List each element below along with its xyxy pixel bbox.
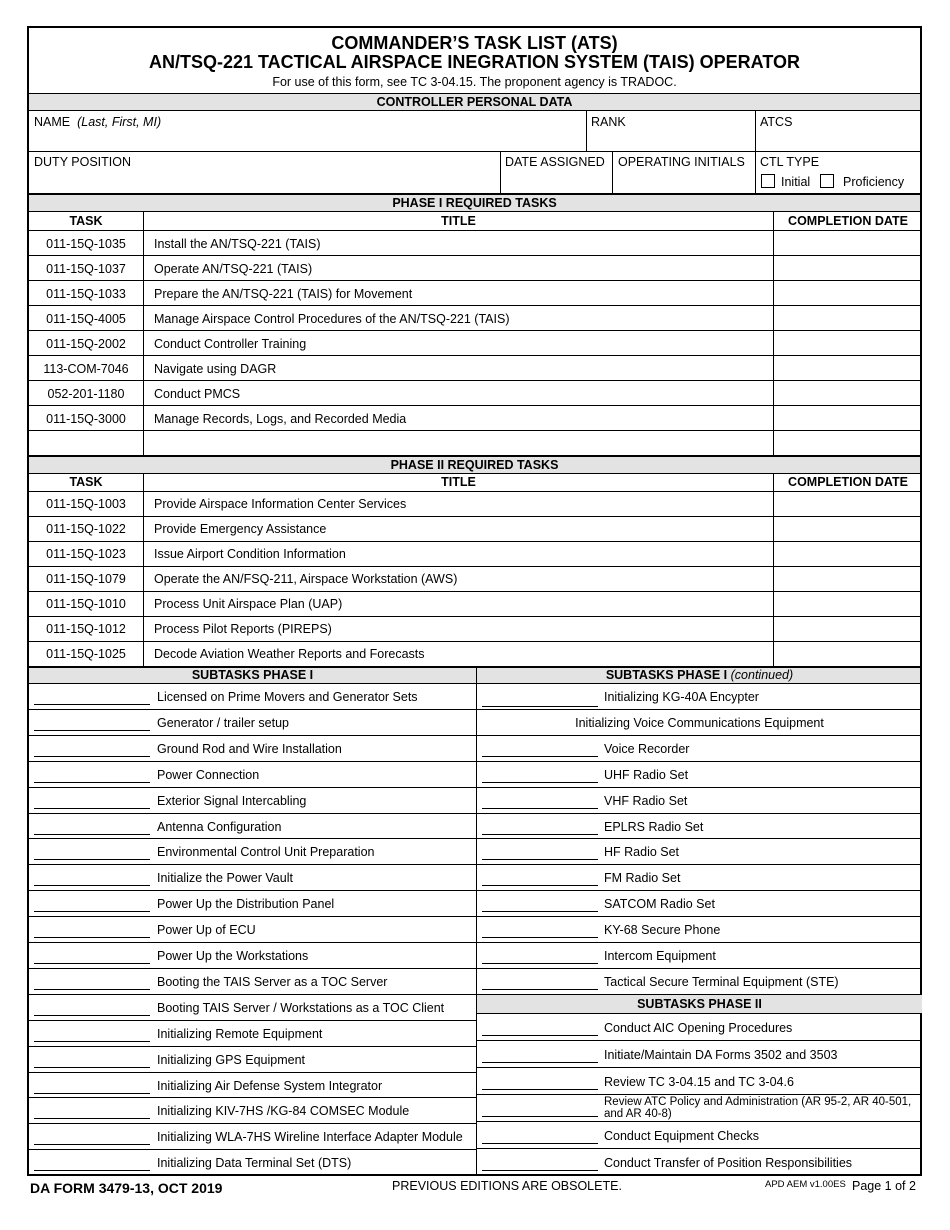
subtask-item: Initialize the Power Vault xyxy=(157,871,293,885)
completion-date-field[interactable] xyxy=(774,617,922,641)
completion-date-field[interactable] xyxy=(774,381,922,405)
completion-date-field[interactable] xyxy=(774,492,922,516)
subtask-item: Power Up the Distribution Panel xyxy=(157,897,335,911)
task-title: Provide Airspace Information Center Services xyxy=(154,497,407,511)
task-code: 011-15Q-3000 xyxy=(46,412,126,426)
subtasks-phase2-heading: SUBTASKS PHASE II xyxy=(637,997,762,1011)
initials-blank[interactable] xyxy=(34,730,150,731)
subtask-item: Conduct Equipment Checks xyxy=(604,1129,759,1143)
subtask-item: Ground Rod and Wire Installation xyxy=(157,742,342,756)
name-label: NAME xyxy=(34,115,71,129)
row-divider xyxy=(29,709,476,710)
completion-date-field[interactable] xyxy=(774,517,922,541)
initials-blank[interactable] xyxy=(482,1170,598,1171)
row-divider xyxy=(477,735,922,736)
initials-blank[interactable] xyxy=(482,859,598,860)
row-divider xyxy=(29,838,476,839)
row-divider xyxy=(477,1148,922,1149)
duty-position-label: DUTY POSITION xyxy=(34,155,132,169)
initials-blank[interactable] xyxy=(482,756,598,757)
rank-field[interactable] xyxy=(587,111,755,151)
subtask-item: FM Radio Set xyxy=(604,871,681,885)
subtask-item: Initializing Air Defense System Integrator xyxy=(157,1079,383,1093)
version-label: APD AEM v1.00ES xyxy=(765,1179,846,1190)
form-subtitle-title: AN/TSQ-221 TACTICAL AIRSPACE INEGRATION SYSTEM (TAIS) OPERATOR xyxy=(148,52,801,72)
phase1-task-row xyxy=(29,331,920,356)
phase1-heading: PHASE I REQUIRED TASKS xyxy=(29,193,920,212)
task-code: 113-COM-7046 xyxy=(43,362,129,376)
phase2-task-row xyxy=(29,567,920,592)
initials-blank[interactable] xyxy=(482,1143,598,1144)
operating-initials-label: OPERATING INITIALS xyxy=(618,155,745,169)
task-title: Prepare the AN/TSQ-221 (TAIS) for Movement xyxy=(154,287,413,301)
subtask-item: Initializing KG-40A Encypter xyxy=(604,690,759,704)
phase1-task-row xyxy=(29,281,920,306)
task-code: 011-15Q-1012 xyxy=(46,622,126,636)
task-code: 011-15Q-1025 xyxy=(46,647,126,661)
subtask-item: Power Up of ECU xyxy=(157,923,256,937)
subtask-item: Booting TAIS Server / Workstations as a TOC Client xyxy=(157,1001,445,1015)
initials-blank[interactable] xyxy=(34,885,150,886)
subtask-item: Generator / trailer setup xyxy=(157,716,290,730)
task-code: 011-15Q-1003 xyxy=(46,497,126,511)
subtask-item: Power Connection xyxy=(157,768,260,782)
row-divider xyxy=(477,864,922,865)
initials-blank[interactable] xyxy=(482,808,598,809)
task-title: Conduct PMCS xyxy=(154,387,241,401)
completion-date-field[interactable] xyxy=(774,256,922,280)
initials-blank[interactable] xyxy=(482,706,598,707)
row-divider xyxy=(477,1067,922,1068)
initials-blank[interactable] xyxy=(34,859,150,860)
subtasks-phase1-continued-heading xyxy=(477,668,922,682)
phase2-task-row xyxy=(29,517,920,542)
rank-label: RANK xyxy=(591,115,626,129)
initials-blank[interactable] xyxy=(34,704,150,705)
voice-comms-group-heading: Initializing Voice Communications Equipment xyxy=(575,716,824,730)
subtask-item: Initializing Data Terminal Set (DTS) xyxy=(157,1156,352,1170)
phase2-task-row xyxy=(29,642,920,667)
initials-blank[interactable] xyxy=(34,1144,150,1145)
form-id: DA FORM 3479-13, OCT 2019 xyxy=(30,1180,223,1196)
phase1-col-task: TASK xyxy=(69,214,103,228)
ctl-initial-label: Initial xyxy=(781,175,811,189)
initials-blank[interactable] xyxy=(34,1041,150,1042)
task-title: Manage Records, Logs, and Recorded Media xyxy=(154,412,407,426)
duty-position-field[interactable] xyxy=(29,152,500,193)
completion-date-field[interactable] xyxy=(774,306,922,330)
initials-blank[interactable] xyxy=(34,911,150,912)
subtask-item: Initializing KIV-7HS /KG-84 COMSEC Module xyxy=(157,1104,410,1118)
initials-blank[interactable] xyxy=(34,782,150,783)
row-divider xyxy=(477,890,922,891)
initials-blank[interactable] xyxy=(34,937,150,938)
completion-date-field[interactable] xyxy=(774,431,922,455)
task-title: Install the AN/TSQ-221 (TAIS) xyxy=(154,237,321,251)
subtask-item: Initiate/Maintain DA Forms 3502 and 3503 xyxy=(604,1048,838,1062)
initials-blank[interactable] xyxy=(482,1089,598,1090)
completion-date-field[interactable] xyxy=(774,331,922,355)
completion-date-field[interactable] xyxy=(774,281,922,305)
task-code: 011-15Q-1022 xyxy=(46,522,126,536)
subtask-item: Review TC 3-04.15 and TC 3-04.6 xyxy=(604,1075,794,1089)
subtask-item: VHF Radio Set xyxy=(604,794,688,808)
subtasks-continued-title: SUBTASKS PHASE I xyxy=(605,668,728,682)
task-title: Conduct Controller Training xyxy=(154,337,307,351)
initials-blank[interactable] xyxy=(482,1116,598,1117)
da-form-3479-13 xyxy=(27,26,922,1176)
subtasks-continued-suffix: (continued) xyxy=(730,668,794,682)
task-title: Manage Airspace Control Procedures of the AN/TSQ-221 (TAIS) xyxy=(154,312,510,326)
subtasks-phase1-heading: SUBTASKS PHASE I xyxy=(191,668,314,682)
row-divider xyxy=(477,787,922,788)
task-title: Process Pilot Reports (PIREPS) xyxy=(154,622,332,636)
atcs-field[interactable] xyxy=(756,111,922,151)
atcs-label: ATCS xyxy=(760,115,793,129)
completion-date-field[interactable] xyxy=(774,406,922,430)
row-divider xyxy=(29,942,476,943)
row-divider xyxy=(29,787,476,788)
subtask-item: SATCOM Radio Set xyxy=(604,897,715,911)
subtask-item: Initializing GPS Equipment xyxy=(157,1053,305,1067)
phase1-task-row xyxy=(29,231,920,256)
initials-blank[interactable] xyxy=(482,885,598,886)
phase2-col-title: TITLE xyxy=(441,475,476,489)
initials-blank[interactable] xyxy=(34,963,150,964)
phase2-col-task: TASK xyxy=(69,475,103,489)
initials-blank[interactable] xyxy=(482,1035,598,1036)
phase2-col-date: COMPLETION DATE xyxy=(788,475,908,489)
row-divider xyxy=(29,916,476,917)
operating-initials-field[interactable] xyxy=(613,152,755,193)
task-code: 011-15Q-1023 xyxy=(46,547,126,561)
phase1-task-row xyxy=(29,356,920,381)
task-code: 011-15Q-1010 xyxy=(46,597,126,611)
initials-blank[interactable] xyxy=(34,989,150,990)
completion-date-field[interactable] xyxy=(774,356,922,380)
personal-data-heading: CONTROLLER PERSONAL DATA xyxy=(29,93,920,111)
row-divider xyxy=(477,761,922,762)
task-code: 011-15Q-1079 xyxy=(46,572,126,586)
row-divider xyxy=(29,761,476,762)
row-divider xyxy=(477,1121,922,1122)
row-divider xyxy=(29,864,476,865)
completion-date-field[interactable] xyxy=(774,642,922,666)
row-divider xyxy=(29,968,476,969)
phase1-task-row xyxy=(29,381,920,406)
subtask-item: Initializing Remote Equipment xyxy=(157,1027,323,1041)
ctl-proficiency-label: Proficiency xyxy=(843,175,905,189)
task-code: 011-15Q-1033 xyxy=(46,287,126,301)
phase1-task-row xyxy=(29,256,920,281)
task-title: Operate the AN/FSQ-211, Airspace Workstation (AWS) xyxy=(154,572,458,586)
phase1-col-title: TITLE xyxy=(441,214,476,228)
row-divider xyxy=(477,838,922,839)
task-code: 011-15Q-1035 xyxy=(46,237,126,251)
task-title: Issue Airport Condition Information xyxy=(154,547,346,561)
subtask-item: Voice Recorder xyxy=(604,742,690,756)
obsolete-notice: PREVIOUS EDITIONS ARE OBSOLETE. xyxy=(392,1179,622,1193)
form-usage-note: For use of this form, see TC 3-04.15. The proponent agency is TRADOC. xyxy=(272,75,677,89)
completion-date-field[interactable] xyxy=(774,542,922,566)
date-assigned-field[interactable] xyxy=(501,152,612,193)
task-code: 011-15Q-4005 xyxy=(46,312,126,326)
phase1-task-row xyxy=(29,406,920,431)
subtask-item: Exterior Signal Intercabling xyxy=(157,794,307,808)
row-divider xyxy=(29,735,476,736)
subtask-item: Conduct Transfer of Position Responsibilities xyxy=(604,1156,853,1170)
phase2-task-row xyxy=(29,592,920,617)
phase2-heading: PHASE II REQUIRED TASKS xyxy=(29,455,920,474)
initials-blank[interactable] xyxy=(34,834,150,835)
completion-date-field[interactable] xyxy=(774,231,922,255)
initials-blank[interactable] xyxy=(34,1118,150,1119)
subtask-item: UHF Radio Set xyxy=(604,768,689,782)
completion-date-field[interactable] xyxy=(774,592,922,616)
subtask-item: Power Up the Workstations xyxy=(157,949,309,963)
task-title: Operate AN/TSQ-221 (TAIS) xyxy=(154,262,313,276)
task-title: Provide Emergency Assistance xyxy=(154,522,327,536)
subtask-item: Environmental Control Unit Preparation xyxy=(157,845,375,859)
phase1-task-row xyxy=(29,431,920,456)
task-title: Process Unit Airspace Plan (UAP) xyxy=(154,597,343,611)
phase2-task-row xyxy=(29,542,920,567)
initials-blank[interactable] xyxy=(34,1170,150,1171)
subtask-item: EPLRS Radio Set xyxy=(604,820,704,834)
row-divider xyxy=(477,942,922,943)
row-divider xyxy=(29,1072,476,1073)
row-divider xyxy=(29,813,476,814)
initials-blank[interactable] xyxy=(482,834,598,835)
task-code: 011-15Q-1037 xyxy=(46,262,126,276)
row-divider xyxy=(477,1094,922,1095)
row-divider xyxy=(477,1040,922,1041)
subtask-item: Tactical Secure Terminal Equipment (STE) xyxy=(604,975,839,989)
subtask-item: Conduct AIC Opening Procedures xyxy=(604,1021,793,1035)
row-divider xyxy=(477,968,922,969)
phase1-col-date: COMPLETION DATE xyxy=(788,214,908,228)
date-assigned-label: DATE ASSIGNED xyxy=(505,155,605,169)
completion-date-field[interactable] xyxy=(774,567,922,591)
subtask-item: Intercom Equipment xyxy=(604,949,716,963)
row-divider xyxy=(477,813,922,814)
subtask-item: Review ATC Policy and Administration (AR 95-2, AR 40-501, and AR 40-8) xyxy=(604,1096,912,1120)
initials-blank[interactable] xyxy=(34,1015,150,1016)
page-number: Page 1 of 2 xyxy=(852,1179,916,1193)
row-divider xyxy=(29,1020,476,1021)
subtask-item: Antenna Configuration xyxy=(157,820,282,834)
row-divider xyxy=(29,1123,476,1124)
initials-blank[interactable] xyxy=(34,808,150,809)
initials-blank[interactable] xyxy=(482,1062,598,1063)
ctl-proficiency-checkbox[interactable] xyxy=(820,174,834,188)
task-title: Navigate using DAGR xyxy=(154,362,277,376)
subtask-item: Licensed on Prime Movers and Generator Sets xyxy=(157,690,418,704)
phase2-task-row xyxy=(29,492,920,517)
task-title: Decode Aviation Weather Reports and Forecasts xyxy=(154,647,425,661)
row-divider xyxy=(29,994,476,995)
subtask-item: Initializing WLA-7HS Wireline Interface Adapter Module xyxy=(157,1130,463,1144)
subtask-item: KY-68 Secure Phone xyxy=(604,923,721,937)
row-divider xyxy=(29,1046,476,1047)
row-divider xyxy=(29,1097,476,1098)
subtask-item: HF Radio Set xyxy=(604,845,680,859)
initials-blank[interactable] xyxy=(482,989,598,990)
form-title: COMMANDER’S TASK LIST (ATS) xyxy=(331,33,618,53)
initials-blank[interactable] xyxy=(482,963,598,964)
initials-blank[interactable] xyxy=(482,911,598,912)
initials-blank[interactable] xyxy=(34,1093,150,1094)
task-code: 011-15Q-2002 xyxy=(46,337,126,351)
name-field[interactable] xyxy=(29,111,586,151)
row-divider xyxy=(29,890,476,891)
name-hint: (Last, First, MI) xyxy=(77,115,162,129)
row-divider xyxy=(477,916,922,917)
subtask-item: Booting the TAIS Server as a TOC Server xyxy=(157,975,388,989)
phase2-task-row xyxy=(29,617,920,642)
ctl-initial-checkbox[interactable] xyxy=(761,174,775,188)
phase1-task-row xyxy=(29,306,920,331)
ctl-type-label: CTL TYPE xyxy=(760,155,820,169)
row-divider xyxy=(477,709,922,710)
initials-blank[interactable] xyxy=(482,782,598,783)
initials-blank[interactable] xyxy=(34,756,150,757)
row-divider xyxy=(29,1149,476,1150)
initials-blank[interactable] xyxy=(34,1067,150,1068)
initials-blank[interactable] xyxy=(482,937,598,938)
task-code: 052-201-1180 xyxy=(47,387,125,401)
